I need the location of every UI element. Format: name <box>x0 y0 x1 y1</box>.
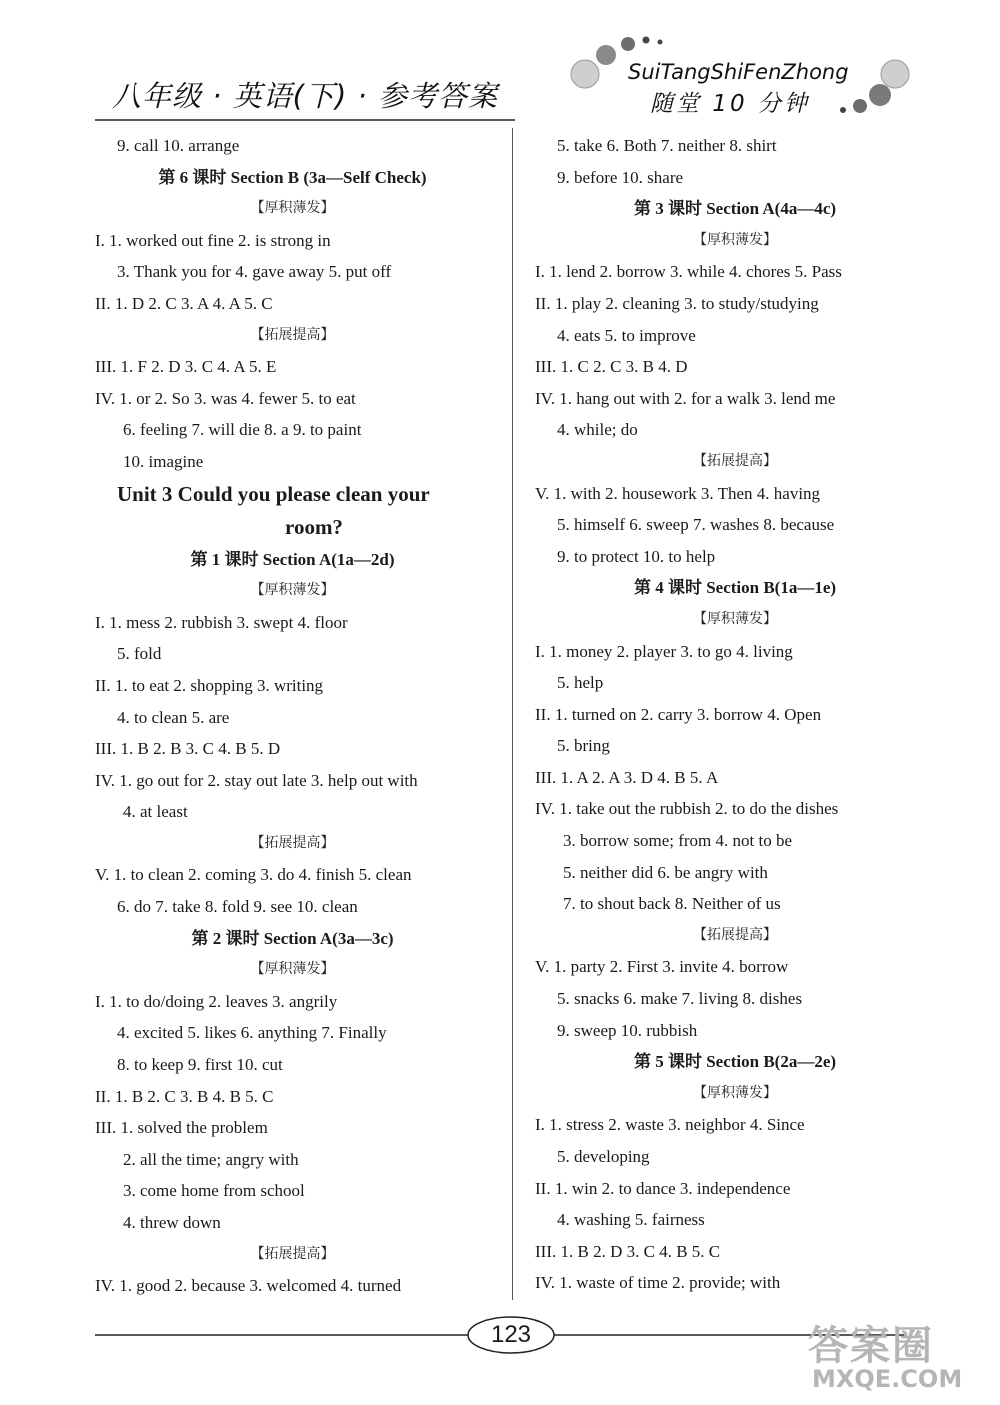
column-divider <box>512 128 513 1300</box>
answer-line: 5. bring <box>557 736 610 756</box>
lesson-heading: 第 4 课时 Section B(1a—1e) <box>633 578 837 598</box>
answer-line: I. 1. money 2. player 3. to go 4. living <box>535 641 793 661</box>
answer-line: II. 1. D 2. C 3. A 4. A 5. C <box>95 293 273 313</box>
section-tag: 【拓展提高】 <box>693 926 777 943</box>
answer-line: 9. before 10. share <box>557 167 684 187</box>
answer-line: IV. 1. take out the rubbish 2. to do the dishes <box>535 799 839 819</box>
answer-line: 6. feeling 7. will die 8. a 9. to paint <box>123 420 362 440</box>
answer-line: IV. 1. go out for 2. stay out late 3. help out with <box>95 770 418 790</box>
answer-column-left <box>95 130 490 1302</box>
answer-line: IV. 1. waste of time 2. provide; with <box>535 1273 781 1293</box>
answer-column-right <box>535 130 935 1299</box>
answer-line: 4. excited 5. likes 6. anything 7. Finally <box>117 1023 387 1043</box>
answer-line: 4. eats 5. to improve <box>557 325 696 345</box>
section-tag: 【拓展提高】 <box>250 834 335 851</box>
answer-line: 3. borrow some; from 4. not to be <box>563 831 792 851</box>
answer-line: 8. to keep 9. first 10. cut <box>117 1055 283 1075</box>
answer-line: III. 1. B 2. B 3. C 4. B 5. D <box>95 739 281 759</box>
answer-line: 6. do 7. take 8. fold 9. see 10. clean <box>117 897 358 917</box>
answer-line: II. 1. B 2. C 3. B 4. B 5. C <box>95 1086 274 1106</box>
watermark-url: MXQE.COM <box>812 1365 963 1393</box>
section-tag: 【拓展提高】 <box>250 326 335 343</box>
section-tag: 【拓展提高】 <box>250 1245 335 1262</box>
answer-line: III. 1. solved the problem <box>95 1118 268 1138</box>
page-footer <box>0 1300 1000 1405</box>
answer-line: III. 1. B 2. D 3. C 4. B 5. C <box>535 1241 721 1261</box>
answer-line: 5. take 6. Both 7. neither 8. shirt <box>557 136 777 155</box>
answer-line: 5. fold <box>117 644 162 664</box>
answer-line: IV. 1. hang out with 2. for a walk 3. lend me <box>535 388 836 408</box>
lesson-heading: 第 2 课时 Section A(3a—3c) <box>191 928 394 948</box>
answer-line: I. 1. lend 2. borrow 3. while 4. chores 5. Pass <box>535 262 842 282</box>
book-title: 八年级 · 英语(下) · 参考答案 <box>112 79 498 113</box>
answer-line: 9. call 10. arrange <box>117 136 240 155</box>
answer-line: II. 1. to eat 2. shopping 3. writing <box>95 675 324 695</box>
answer-line: 5. snacks 6. make 7. living 8. dishes <box>557 989 803 1009</box>
answer-line: II. 1. play 2. cleaning 3. to study/studying <box>535 293 819 313</box>
answer-line: 7. to shout back 8. Neither of us <box>563 894 781 914</box>
page-number: 123 <box>490 1321 532 1348</box>
watermark-logo: 答案圈 <box>808 1323 934 1369</box>
brand-name-chinese: 随堂 10 分钟 <box>650 91 810 117</box>
answer-line: 5. neither did 6. be angry with <box>563 862 768 882</box>
answer-line: II. 1. win 2. to dance 3. independence <box>535 1178 791 1198</box>
unit-title: Unit 3 Could you please clean your <box>117 481 430 506</box>
section-tag: 【厚积薄发】 <box>250 961 335 978</box>
answer-line: I. 1. worked out fine 2. is strong in <box>95 230 331 250</box>
answer-line: 5. developing <box>557 1147 650 1166</box>
answer-line: I. 1. mess 2. rubbish 3. swept 4. floor <box>95 612 348 632</box>
answer-line: 5. help <box>557 673 604 693</box>
lesson-heading: 第 1 课时 Section A(1a—2d) <box>190 549 395 569</box>
unit-title: room? <box>285 514 343 539</box>
answer-line: 3. come home from school <box>123 1181 305 1201</box>
lesson-heading: 第 6 课时 Section B (3a—Self Check) <box>158 167 427 187</box>
answer-line: III. 1. F 2. D 3. C 4. A 5. E <box>95 357 277 377</box>
answer-line: 3. Thank you for 4. gave away 5. put off <box>117 262 392 282</box>
section-tag: 【厚积薄发】 <box>250 582 335 599</box>
section-tag: 【厚积薄发】 <box>693 231 777 248</box>
answer-line: 4. washing 5. fairness <box>557 1210 705 1230</box>
section-tag: 【厚积薄发】 <box>693 1084 777 1101</box>
answer-line: 4. while; do <box>557 420 638 440</box>
answer-line: I. 1. to do/doing 2. leaves 3. angrily <box>95 991 338 1011</box>
answer-line: I. 1. stress 2. waste 3. neighbor 4. Since <box>535 1115 805 1135</box>
answer-line: 4. at least <box>123 802 188 822</box>
lesson-heading: 第 3 课时 Section A(4a—4c) <box>633 199 837 219</box>
answer-line: 2. all the time; angry with <box>123 1149 299 1169</box>
brand-name-pinyin: SuiTangShiFenZhong <box>628 60 849 84</box>
answer-line: 9. to protect 10. to help <box>557 546 716 566</box>
section-tag: 【拓展提高】 <box>693 452 777 469</box>
answer-line: 9. sweep 10. rubbish <box>557 1020 698 1040</box>
answer-line: 4. threw down <box>123 1213 221 1232</box>
answer-line: 4. to clean 5. are <box>117 707 230 727</box>
answer-line: II. 1. turned on 2. carry 3. borrow 4. Open <box>535 704 822 724</box>
answer-line: 10. imagine <box>123 451 204 471</box>
answer-line: V. 1. with 2. housework 3. Then 4. having <box>535 483 821 503</box>
answer-line: 5. himself 6. sweep 7. washes 8. because <box>557 515 835 535</box>
answer-line: III. 1. C 2. C 3. B 4. D <box>535 357 688 377</box>
answer-line: V. 1. to clean 2. coming 3. do 4. finish 5. clean <box>95 865 412 885</box>
section-tag: 【厚积薄发】 <box>693 610 777 627</box>
lesson-heading: 第 5 课时 Section B(2a—2e) <box>633 1052 837 1072</box>
answer-line: IV. 1. good 2. because 3. welcomed 4. turned <box>95 1276 402 1296</box>
page-header <box>0 0 1000 120</box>
answer-line: III. 1. A 2. A 3. D 4. B 5. A <box>535 767 719 787</box>
section-tag: 【厚积薄发】 <box>250 200 335 217</box>
answer-line: IV. 1. or 2. So 3. was 4. fewer 5. to eat <box>95 388 356 408</box>
answer-line: V. 1. party 2. First 3. invite 4. borrow <box>535 957 789 977</box>
header-rule <box>95 118 515 124</box>
